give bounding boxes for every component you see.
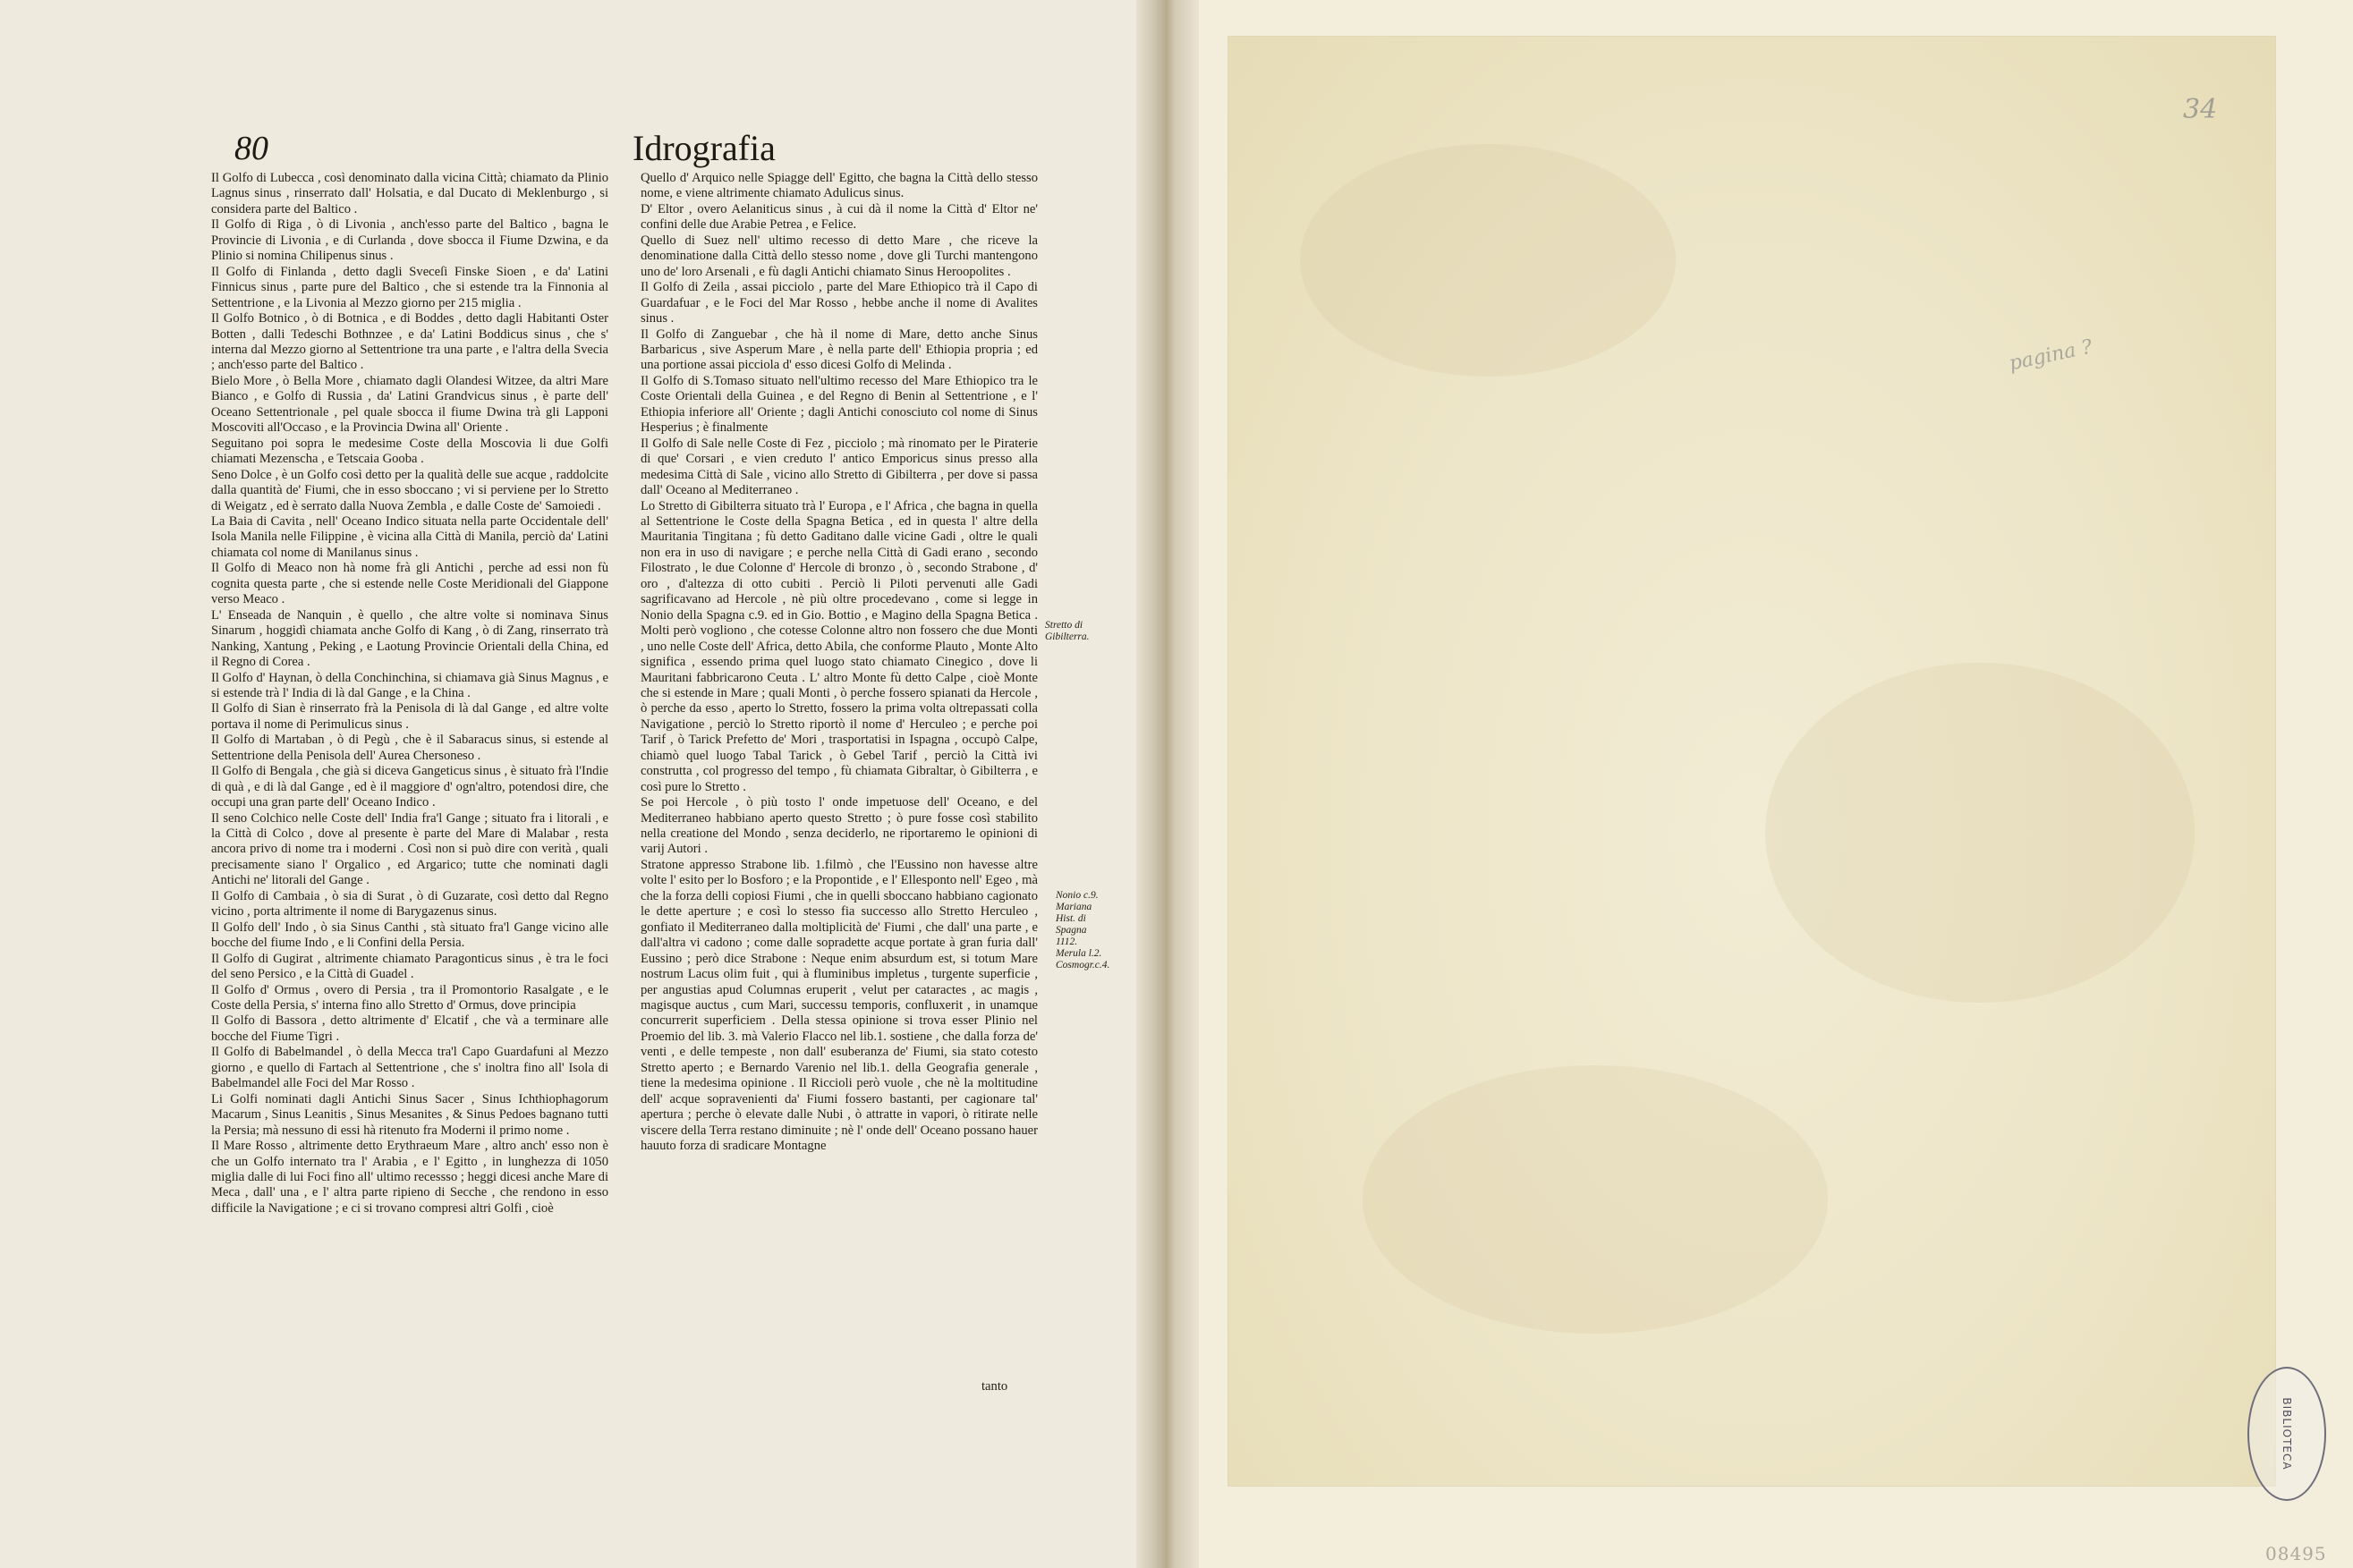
paragraph: Il Golfo di Cambaia , ò sia di Surat , ò di Guzarate, così detto dal Regno vicino , porta altrimente il nome di Barygazenus sinus. <box>211 888 608 920</box>
paragraph: Il Golfo di Lubecca , così denominato dalla vicina Città; chiamato da Plinio Lagnus sinus , rinserrato dall' Holsatia, e dal Ducato di Meklenburgo , si considera parte del Baltico . <box>211 171 608 216</box>
catchword: tanto <box>981 1379 1008 1394</box>
paragraph: Il Golfo di Bengala , che già si diceva Gangeticus sinus , è situato frà l'Indie di quà , e di là dal Gange , ed è il maggiore d' ogn'altro, potendosi dire, che occupi una gran parte dell' Oceano Indico . <box>211 764 608 810</box>
paragraph: Il Golfo d' Haynan, ò della Conchinchina, si chiamava già Sinus Magnus , e si estende trà l' India di là dal Gange , e la China . <box>211 670 608 700</box>
paragraph: Il Golfo di Meaco non hà nome frà gli Antichi , perche ad essi non fù cognita questa parte , che si estende nelle Coste Meridionali del Giappone verso Meaco . <box>211 561 608 607</box>
paragraph: Il Golfo di Sale nelle Coste di Fez , picciolo ; mà rinomato per le Piraterie di que' Corsari , e vien creduto l' antico Emporicus sinus presso alla medesima Città di Sale , vicino allo Stretto di Gibilterra , per dove si passa dall' Oceano al Mediterraneo . <box>641 436 1038 498</box>
paragraph: Il Golfo Botnico , ò di Botnica , e di Boddes , detto dagli Habitanti Oster Botten , dalli Tedeschi Bothnzee , e da' Latini Boddicus sinus , che s' interna dal Mezzo giorno al Settentrione tra una parte , e l'altra della Svecia ; anch'esso parte del Baltico . <box>211 311 608 373</box>
book-gutter <box>1136 0 1199 1568</box>
paragraph: Lo Stretto di Gibilterra situato trà l' Europa , e l' Africa , che bagna in quella al Settentrione le Coste della Spagna Betica , ed in questa l' altre della Mauritania Tingitana ; fù detto Gaditano dalle vicine Gadi , oltre le quali non era in uso di navigare ; e perche nella Città di Gadi erano , secondo Filostrato , le due Colonne d' Hercole di bronzo , ò , secondo Strabone , d' oro , d'altezza di otto cubiti . Perciò li Piloti pervenuti alle Gadi sagrificavano ad Hercole , nè più oltre procedevano , come si legge in Nonio della Spagna c.9. ed in Gio. Bottio , e Magino della Spagna Betica . Molti però vogliono , che cotesse Colonne altro non fossero che due Monti , uno nelle Coste dell' Africa, detto Abila, che conforme Plauto , Monte Alto significa , essendo prima quel luogo stato chiamato Cinegico , dove li Mauritani fabbricarono Ceuta . L' altro Monte fù detto Calpe , cioè Monte che si estende in Mare ; quali Monti , ò perche fossero spianati da Hercole , ò perche da esso , aperto lo Stretto, fossero la prima volta oltrepassati colla Navigatione , perciò lo Stretto riportò il nome d' Herculeo ; e perche poi Tarif , ò Tarick Prefetto de' Mori , trasportatisi in Ispagna , occupò Calpe, chiamò quel luogo Tabal Tarick , ò Gebel Tarif , perciò la Città ivi construtta , col progresso del tempo , fù chiamata Gibraltar, ò Gibilterra , e così pure lo Stretto . <box>641 498 1038 794</box>
paragraph: Il Golfo di Babelmandel , ò della Mecca tra'l Capo Guardafuni al Mezzo giorno , e quello di Fartach al Settentrione , che s' inoltra fino all' Isola di Babelmandel alle Foci del Mar Rosso . <box>211 1045 608 1091</box>
folio-number: 34 <box>2183 94 2218 125</box>
paragraph: Il Golfo di Bassora , detto altrimente d' Elcatif , che và a terminare alle bocche del Fiume Tigri . <box>211 1013 608 1044</box>
paragraph: Seno Dolce , è un Golfo così detto per la qualità delle sue acque , raddolcite dalla quantità de' Fiumi, che in esso sboccano ; vi si perviene per lo Stretto di Weigatz , ed è serrato dalla Nuova Zembla , e dalle Coste de' Samoiedi . <box>211 467 608 513</box>
pencil-annotation: pagina ? <box>2007 335 2094 376</box>
marginal-note: Stretto di Gibilterra. <box>1045 620 1090 642</box>
paragraph: Il seno Colchico nelle Coste dell' India fra'l Gange ; situato fra i litorali , e la Città di Colco , dove al presente è parte del Mare di Malabar , resta ancora privo di nome tra i moderni . Così non si può dire con verità , quali precisamente siano l' Orgalico , ed Argarico; tutte che nominati dagli Antichi ne' litorali del Gange . <box>211 810 608 888</box>
paragraph: Il Golfo di Sian è rinserrato frà la Penisola di là dal Gange , ed altre volte portava il nome di Perimulicus sinus . <box>211 701 608 732</box>
paper-stain <box>1300 144 1676 377</box>
paragraph: Stratone appresso Strabone lib. 1.filmò , che l'Eussino non havesse altre volte l' esito per lo Bosforo ; e la Propontide , e l' Ellesponto nell' Egeo , mà che la forza delli copiosi Fiumi , che in quelli sboccano habbiano cagionato le dette aperture ; e così lo stesso fia successo allo Stretto Herculeo , gonfiato il Mediterraneo dalla moltiplicità de' Fiumi , che dall' una parte , e dall'altra vi cadono ; come dalle sopradette acque portate à gran furia dall' Eussino ; però dice Strabone : Neque enim absurdum est, si totum Mare nostrum Lacus olim fuit , qui à fluminibus impletus , turgente superficie , per angustias apud Columnas eruperit , velut per cataractes , ac magis , magisque auctus , cum Mari, successu temporis, confluxerit , in unamque concurrerit superficiem . Della stessa opinione si trova esser Plinio nel Proemio del lib. 3. mà Valerio Flacco nel lib.1. sostiene , che dalla forza de' venti , e delle tempeste , non dall' esuberanza de' Fiumi, sia stato cotesto Stretto aperto ; e Bernardo Varenio nel lib.1. della Geografia generale , tiene la medesima opinione . Il Riccioli però vuole , che nè la moltitudine dell' acque sopravenienti da' Fiumi fossero bastanti, per cagionare tal' apertura ; perche ò elevate dalle Nubi , ò attratte in vapori, ò ritirate nelle viscere della Terra restano diminuite ; nè l' onde dell' Oceano possano hauer hauuto forza di sradicare Montagne <box>641 857 1038 1154</box>
text-column-left <box>211 171 608 1216</box>
marginal-note: Nonio c.9. Mariana Hist. di Spagna 1112. Merula l.2. Cosmogr.c.4. <box>1056 890 1110 970</box>
paragraph: Il Golfo d' Ormus , overo di Persia , tra il Promontorio Rasalgate , e le Coste della Persia, s' interna fino allo Stretto d' Ormus, dove principia <box>211 982 608 1013</box>
library-stamp-text: BIBLIOTECA <box>2281 1397 2293 1471</box>
page-number: 80 <box>234 130 268 167</box>
paragraph: La Baia di Cavita , nell' Oceano Indico situata nella parte Occidentale dell' Isola Manila nelle Filippine , è vicina alla Città di Manila, perciò da' Latini chiamata col nome di Manilanus sinus . <box>211 513 608 560</box>
paragraph: Il Mare Rosso , altrimente detto Erythraeum Mare , altro anch' esso non è che un Golfo internato tra l' Arabia , e l' Egitto , in lunghezza di 1050 miglia dalle di lui Foci fino all' ultimo recessso ; heggi dicesi anche Mare di Meca , dall' una , e l' altra parte ripieno di Secche , che rendono in esso difficile la Navigatione ; e ci si trovano compresi altri Golfi , cioè <box>211 1139 608 1216</box>
inventory-number: 08495 <box>2265 1543 2327 1564</box>
paragraph: Li Golfi nominati dagli Antichi Sinus Sacer , Sinus Ichthiophagorum Macarum , Sinus Leanitis , Sinus Mesanites , & Sinus Pedoes bagnano tutti la Persia; mà nessuno di essi hà ritenuto fra Moderni il primo nome . <box>211 1091 608 1138</box>
paragraph: Se poi Hercole , ò più tosto l' onde impetuose dell' Oceano, e del Mediterraneo habbiano aperto questo Stretto ; ò pure fosse così stabilito nella creatione del Mondo , senza deciderlo, ne riportaremo le opinioni di varij Autori . <box>641 795 1038 857</box>
paragraph: Il Golfo di Zeila , assai picciolo , parte del Mare Ethiopico trà il Capo di Guardafuar , e le Foci del Mar Rosso , hebbe anche il nome di Avalites sinus . <box>641 280 1038 326</box>
page-header <box>234 123 1102 168</box>
paragraph: Quello d' Arquico nelle Spiagge dell' Egitto, che bagna la Città dello stesso nome, e viene altrimente chiamato Adulicus sinus. <box>641 171 1038 201</box>
paragraph: Il Golfo di Finlanda , detto dagli Sveceſi Finske Sioen , e da' Latini Finnicus sinus , parte pure del Baltico , che si estende tra la Finnonia al Settentrione , e la Livonia al Mezzo giorno per 215 miglia . <box>211 264 608 310</box>
paragraph: Bielo More , ò Bella More , chiamato dagli Olandesi Witzee, da altri Mare Bianco , e Golfo di Russia , da' Latini Grandvicus sinus , è parte dell' Oceano Settentrionale , pel quale sbocca il fiume Dwina trà gli Lapponi Moscoviti all'Occaso , e la Provincia Dwina all' Oriente . <box>211 373 608 436</box>
left-page <box>0 0 1151 1568</box>
running-title: Idrografia <box>633 128 776 168</box>
library-stamp <box>2247 1367 2326 1501</box>
paper-stain <box>1363 1065 1828 1334</box>
paragraph: Seguitano poi sopra le medesime Coste della Moscovia li due Golfi chiamati Mezenscha , e Tetscaia Gooba . <box>211 436 608 467</box>
blank-plate <box>1227 36 2276 1487</box>
paragraph: Il Golfo di Zanguebar , che hà il nome di Mare, detto anche Sinus Barbaricus , sive Asperum Mare , è nella parte dell' Ethiopia propria ; ed una portione assai picciola d' esso dicesi Golfo di Melinda . <box>641 326 1038 373</box>
paragraph: Il Golfo di Martaban , ò di Pegù , che è il Sabaracus sinus, si estende al Settentrione della Penisola dell' Aurea Chersoneso . <box>211 733 608 763</box>
text-column-right <box>641 171 1038 1155</box>
paragraph: Il Golfo dell' Indo , ò sia Sinus Canthi , stà situato fra'l Gange vicino alle bocche del fiume Indo , e li Confini della Persia. <box>211 920 608 951</box>
paragraph: Quello di Suez nell' ultimo recesso di detto Mare , che riceve la denominatione dalla Città dello stesso nome , dove gli Turchi mantengono uno de' loro Arsenali , e fù dagli Antichi chiamato Sinus Heroopolites . <box>641 233 1038 279</box>
paragraph: D' Eltor , overo Aelaniticus sinus , à cui dà il nome la Città d' Eltor ne' confini delle due Arabie Petrea , e Felice. <box>641 201 1038 233</box>
paper-stain <box>1765 663 2195 1003</box>
paragraph: Il Golfo di S.Tomaso situato nell'ultimo recesso del Mare Ethiopico tra le Coste Orientali della Guinea , e del Regno di Benin al Settentrione , e l' Ethiopia inferiore all' Oriente ; dagli Antichi conosciuto col nome di Sinus Hesperius ; è finalmente <box>641 373 1038 436</box>
paragraph: Il Golfo di Riga , ò di Livonia , anch'esso parte del Baltico , bagna le Provincie di Livonia , e di Curlanda , dove sbocca il Fiume Dzwina, e da Plinio si nomina Chilipenus sinus . <box>211 217 608 264</box>
paragraph: L' Enseada de Nanquin , è quello , che altre volte si nominava Sinus Sinarum , hoggidì chiamata anche Golfo di Kang , ò di Zang, rinserrato trà Nanking, Xantung , Peking , e Laotung Provincie Orientali della China, ed il Regno di Corea . <box>211 607 608 670</box>
paragraph: Il Golfo di Gugirat , altrimente chiamato Paragonticus sinus , è tra le foci del seno Persico , e la Città di Guadel . <box>211 951 608 982</box>
